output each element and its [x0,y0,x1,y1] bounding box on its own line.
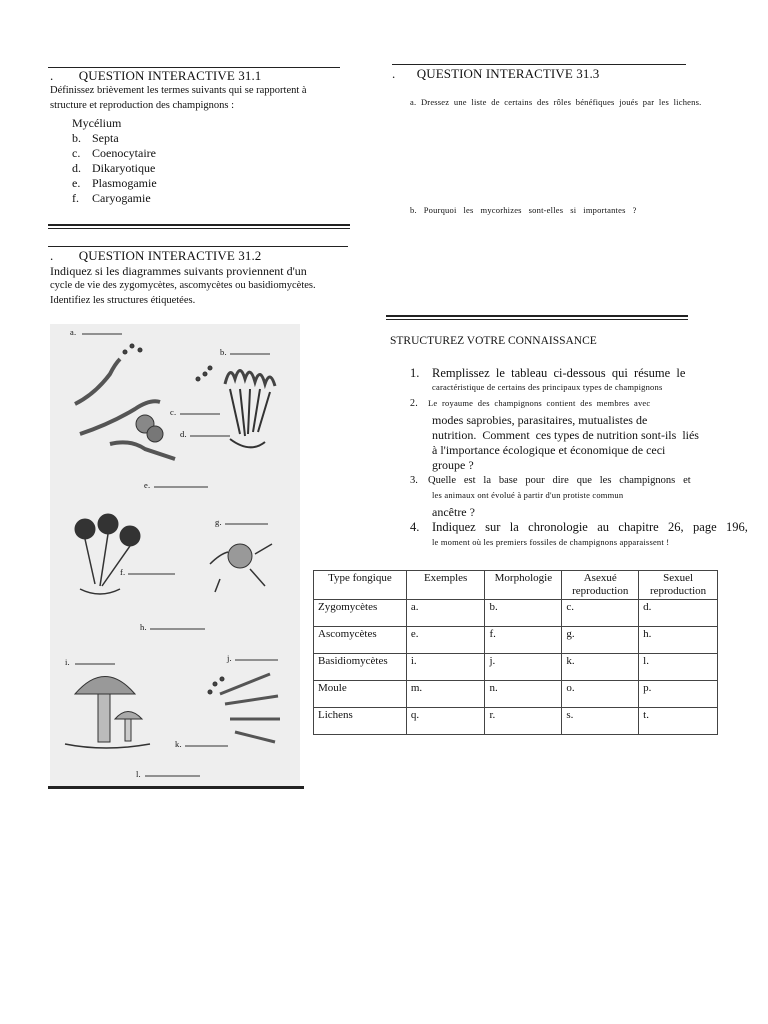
table-row [314,600,718,627]
cell-sexual[interactable]: p. [639,681,718,708]
q311-bullet: . [50,68,54,83]
structure-title: STRUCTUREZ VOTRE CONNAISSANCE [390,335,597,347]
q311-term-4 [72,176,157,191]
cell-sexual[interactable]: d. [639,600,718,627]
term-septa: Septa [92,131,119,145]
q311-intro-line-1: Définissez brièvement les termes suivants qui se rapportent à [50,85,307,96]
cell-examples[interactable]: m. [406,681,485,708]
term-coenocytaire: Coenocytaire [92,146,156,160]
diagram-label-i: i. [65,657,70,667]
q311-heading [50,68,261,84]
diagram-label-k: k. [175,739,182,749]
structure-item-4-num: 4. [410,520,420,534]
cell-asexual[interactable]: s. [562,708,639,735]
term-marker: f. [72,191,79,205]
term-mycelium: Mycélium [72,116,122,130]
q311-term-1 [72,131,157,146]
structure-item-3-line-2: les animaux ont évolué à partir d'un protiste commun [432,490,624,500]
q311-bottom-rule-2 [48,228,350,229]
diagram-label-h: h. [140,622,147,632]
q313-question-b: b. Pourquoi les mycorhizes sont-elles si importantes ? [410,205,637,215]
diagram-label-a: a. [70,327,77,337]
diagram-label-e: e. [144,480,151,490]
diagram-label-l: l. [136,769,141,779]
term-marker: e. [72,176,81,190]
q313-bullet: . [392,66,396,81]
cell-examples[interactable]: e. [406,627,485,654]
q311-term-2 [72,146,157,161]
diagram-label-g: g. [215,517,222,527]
q313-title: QUESTION INTERACTIVE 31.3 [416,66,600,81]
q311-intro-line-2: structure et reproduction des champignons : [50,100,234,111]
q312-bullet: . [50,248,54,263]
cell-examples[interactable]: i. [406,654,485,681]
q312-intro-line-2: cycle de vie des zygomycètes, ascomycètes ou basidiomycètes. [50,280,316,291]
term-caryogamie: Caryogamie [92,191,151,205]
structure-item-4-line-2: le moment où les premiers fossiles de champignons apparaissent ! [432,537,670,547]
q311-title: QUESTION INTERACTIVE 31.1 [78,68,262,83]
cell-sexual[interactable]: t. [639,708,718,735]
table-row [314,654,718,681]
q312-top-rule [48,246,348,247]
cell-type: Moule [314,681,407,708]
q313-top-rule [392,64,686,65]
term-marker: b. [72,131,81,145]
q312-title: QUESTION INTERACTIVE 31.2 [78,248,262,263]
diagram-label-c: c. [170,407,177,417]
structure-item-2-line-2: modes saprobies, parasitaires, mutualistes de [432,413,648,427]
q311-term-5 [72,191,157,206]
cell-type: Zygomycètes [314,600,407,627]
table-row [314,681,718,708]
diagram-label-d: d. [180,429,187,439]
diagram-label-j: j. [227,653,232,663]
structure-top-rule-1 [386,315,688,317]
cell-morphology[interactable]: r. [485,708,562,735]
fungi-diagram-image [50,324,300,786]
header-examples: Exemples [406,571,485,600]
term-dikaryotique: Dikaryotique [92,161,156,175]
term-plasmogamie: Plasmogamie [92,176,157,190]
q312-heading [50,248,261,264]
structure-item-1-num: 1. [410,366,420,380]
q312-intro-line-3: Identifiez les structures étiquetées. [50,295,196,306]
term-marker: d. [72,161,81,175]
cell-asexual[interactable]: g. [562,627,639,654]
header-morphology: Morphologie [485,571,562,600]
structure-item-2-line-3: nutrition. Comment ces types de nutrition sont-ils liés [432,428,699,442]
table-header-row [314,571,718,600]
cell-morphology[interactable]: j. [485,654,562,681]
q311-term-0 [72,116,157,131]
q313-question-a: a. Dressez une liste de certains des rôles bénéfiques joués par les lichens. [410,97,702,107]
cell-sexual[interactable]: h. [639,627,718,654]
structure-item-3-line-3: ancêtre ? [432,505,475,519]
q311-term-3 [72,161,157,176]
cell-morphology[interactable]: b. [485,600,562,627]
cell-type: Basidiomycètes [314,654,407,681]
cell-examples[interactable]: q. [406,708,485,735]
structure-item-2-line-4: à l'importance écologique et économique de ceci [432,443,666,457]
cell-type: Ascomycètes [314,627,407,654]
cell-sexual[interactable]: l. [639,654,718,681]
fungi-summary-table [313,570,718,735]
structure-item-2-line-5: groupe ? [432,458,474,472]
structure-item-2-line-1: Le royaume des champignons contient des membres avec [428,398,651,408]
diagram-label-f: f. [120,567,126,577]
structure-item-2-num: 2. [410,398,418,409]
structure-item-1-line-1: Remplissez le tableau ci-dessous qui résume le [432,366,686,380]
cell-morphology[interactable]: n. [485,681,562,708]
table-row [314,627,718,654]
structure-item-3-line-1: Quelle est la base pour dire que les champignons et [428,475,691,486]
q313-heading [392,66,599,82]
header-type: Type fongique [314,571,407,600]
fungi-diagram-svg [50,324,300,786]
structure-item-4-line-1: Indiquez sur la chronologie au chapitre 26, page 196, [432,520,748,534]
q312-bottom-rule [48,786,304,789]
cell-type: Lichens [314,708,407,735]
q311-bottom-rule-1 [48,224,350,226]
structure-item-3-num: 3. [410,475,418,486]
table-row [314,708,718,735]
structure-item-1-line-2: caractéristique de certains des principaux types de champignons [432,382,663,392]
q311-term-list [72,116,157,206]
term-marker: c. [72,146,81,160]
header-sexual: Sexuel reproduction [639,571,718,600]
cell-asexual[interactable]: k. [562,654,639,681]
header-asexual: Asexué reproduction [562,571,639,600]
cell-asexual[interactable]: o. [562,681,639,708]
q312-intro-line-1: Indiquez si les diagrammes suivants proviennent d'un [50,264,307,278]
diagram-label-b: b. [220,347,227,357]
cell-morphology[interactable]: f. [485,627,562,654]
cell-examples[interactable]: a. [406,600,485,627]
structure-top-rule-2 [386,319,688,320]
cell-asexual[interactable]: c. [562,600,639,627]
